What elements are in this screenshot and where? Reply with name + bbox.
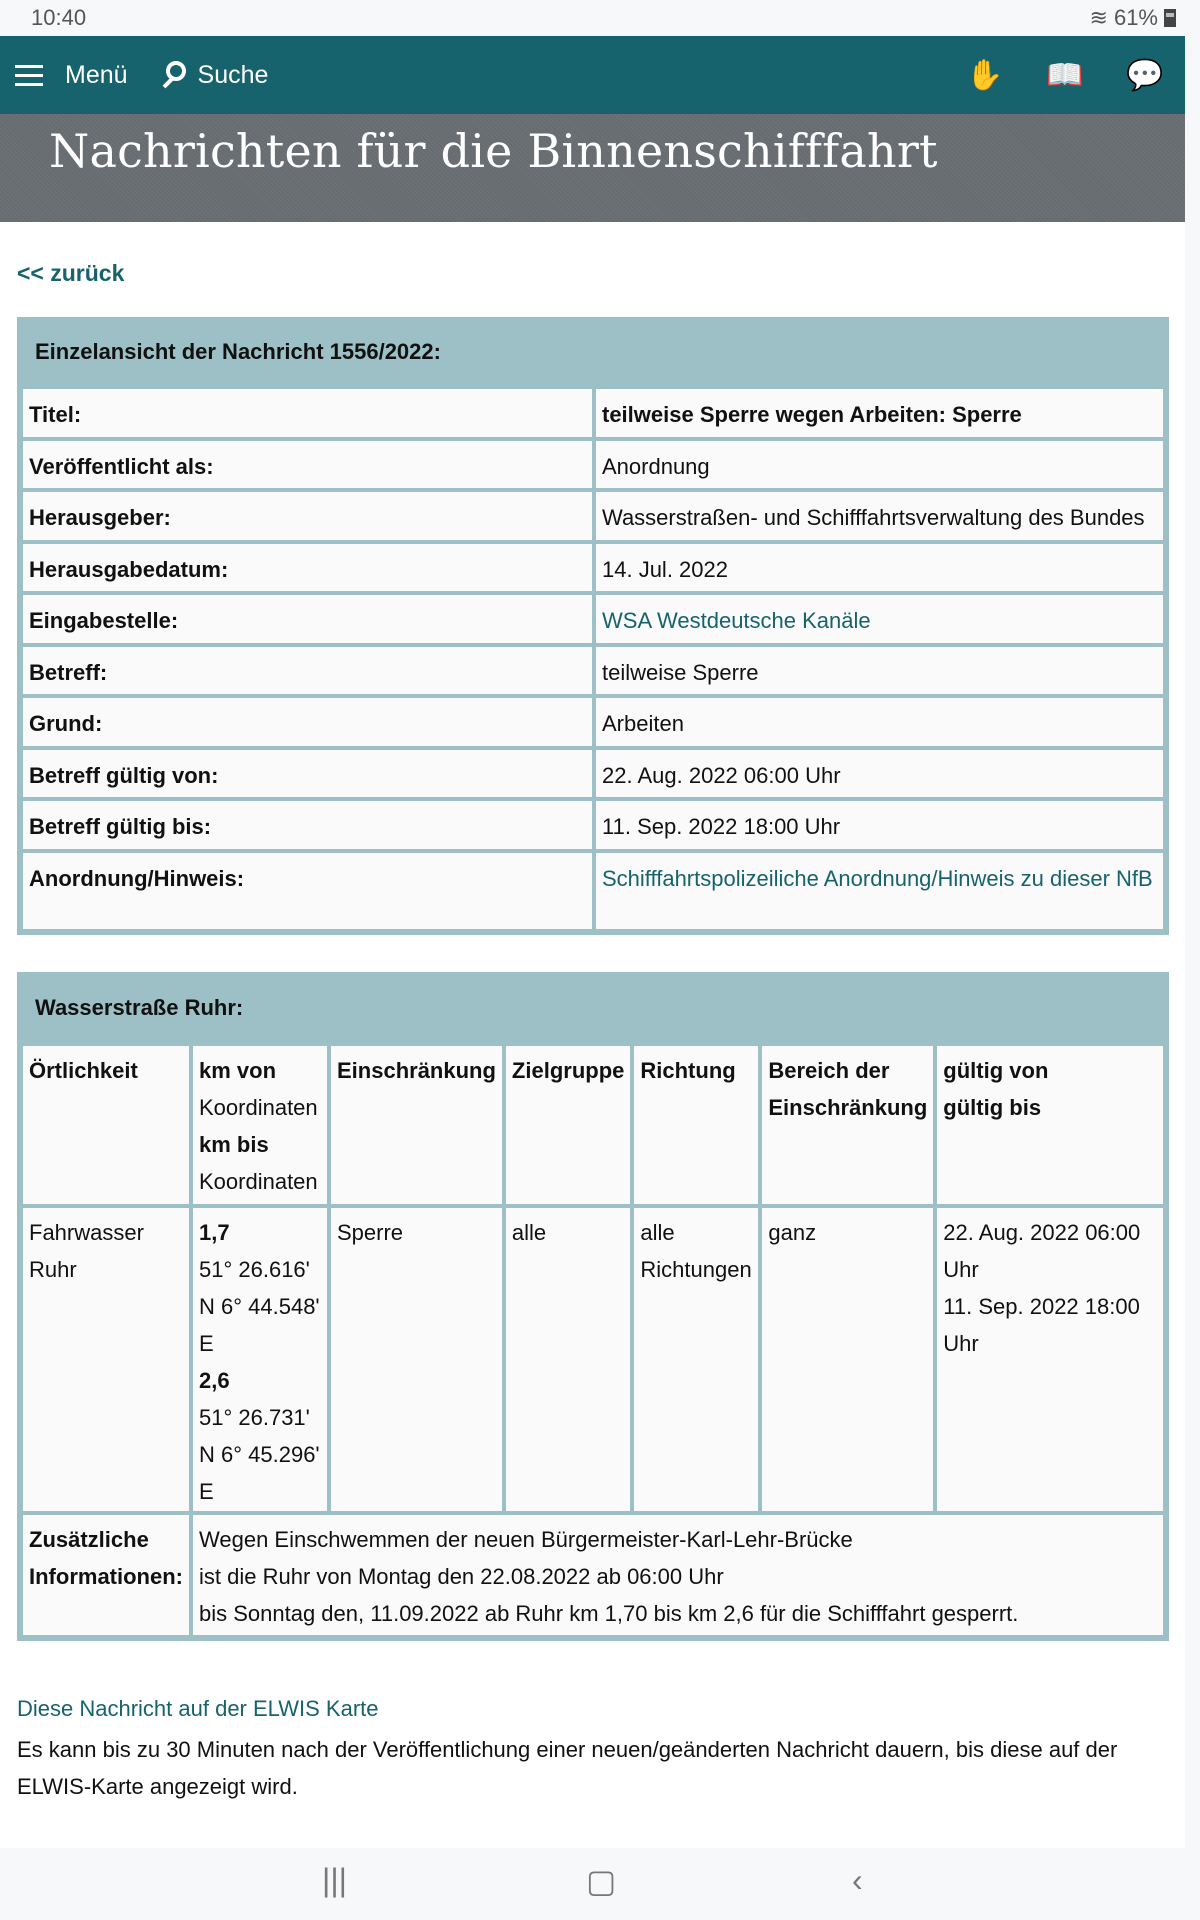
table-row [21,542,1165,594]
row-value: Arbeiten [594,696,1165,748]
row-value: teilweise Sperre wegen Arbeiten: Sperre [594,387,1165,439]
back-icon[interactable]: ‹ [852,1862,863,1898]
elwis-note: Es kann bis zu 30 Minuten nach der Veröffentlichung einer neuen/geänderten Nachricht dauern, bis diese auf der ELWIS-Karte angezeigt wird. [17,1737,1118,1799]
table-row [21,439,1165,491]
table-row [21,490,1165,542]
col-km: km von Koordinaten km bis Koordinaten [191,1044,329,1206]
clock: 10:40 [31,5,87,30]
cell-restriction: Sperre [329,1206,504,1513]
home-icon[interactable]: ▢ [586,1863,617,1899]
notice-details-table [21,387,1165,931]
table-row [21,1206,1165,1513]
row-value: Wasserstraßen- und Schifffahrtsverwaltung des Bundes [594,490,1165,542]
waterway-table [21,1044,1165,1637]
search-label: Suche [197,60,269,89]
notice-details-box [17,317,1169,935]
row-label: Herausgeber: [21,490,594,542]
table-row [21,748,1165,800]
cell-validity: 22. Aug. 2022 06:00 Uhr 11. Sep. 2022 18:00 Uhr [935,1206,1165,1513]
waterway-box [17,972,1169,1641]
system-navigation-bar [0,1848,1200,1920]
row-value: 14. Jul. 2022 [594,542,1165,594]
row-value: 11. Sep. 2022 18:00 Uhr [594,799,1165,851]
row-label: Veröffentlicht als: [21,439,594,491]
table-row [21,387,1165,439]
row-label: Eingabestelle: [21,593,594,645]
sign-language-icon[interactable]: ✋ [966,58,1004,92]
row-value[interactable]: Schifffahrtspolizeiliche Anordnung/Hinweis zu dieser NfB [594,851,1165,931]
status-bar [0,0,1200,36]
col-direction: Richtung [632,1044,760,1206]
table-row [21,645,1165,697]
row-value: teilweise Sperre [594,645,1165,697]
elwis-map-link[interactable]: Diese Nachricht auf der ELWIS Karte [17,1696,379,1721]
row-label: Titel: [21,387,594,439]
page-banner [0,114,1185,222]
additional-info-text: Wegen Einschwemmen der neuen Bürgermeister-Karl-Lehr-Brücke ist die Ruhr von Montag den 22.08.2022 ab 06:00 Uhr bis Sonntag den, 11.09.2022 ab Ruhr km 1,70 bis km 2,6 für die Schifffahrt gesperrt. [191,1513,1165,1637]
battery-icon [1164,9,1176,27]
col-location: Örtlichkeit [21,1044,191,1206]
cell-target: alle [504,1206,632,1513]
row-label: Betreff gültig von: [21,748,594,800]
row-value[interactable]: WSA Westdeutsche Kanäle [594,593,1165,645]
wifi-icon: ≋ [1089,5,1108,30]
menu-button[interactable] [0,61,128,90]
row-label: Grund: [21,696,594,748]
cell-location: Fahrwasser Ruhr [21,1206,191,1513]
hamburger-icon [15,65,43,86]
cell-direction: alle Richtungen [632,1206,760,1513]
table-row [21,696,1165,748]
search-icon [160,61,186,89]
row-label: Anordnung/Hinweis: [21,851,594,931]
web-page [0,36,1185,1848]
notice-heading: Einzelansicht der Nachricht 1556/2022: [35,339,441,364]
col-restriction: Einschränkung [329,1044,504,1206]
additional-info-row [21,1513,1165,1637]
row-label: Herausgabedatum: [21,542,594,594]
table-row [21,799,1165,851]
recent-apps-icon[interactable]: ||| [322,1862,347,1898]
top-navbar [0,36,1185,114]
page-title: Nachrichten für die Binnenschifffahrt [49,124,938,178]
back-link[interactable]: << zurück [17,260,125,286]
table-row [21,593,1165,645]
additional-info-label: Zusätzliche Informationen: [21,1513,191,1637]
row-value: 22. Aug. 2022 06:00 Uhr [594,748,1165,800]
cell-km: 1,7 51° 26.616' N 6° 44.548' E 2,6 51° 26.731' N 6° 45.296' E [191,1206,329,1513]
search-button[interactable] [128,61,269,90]
battery-level: 61% [1113,5,1158,30]
table-row [21,851,1165,931]
col-area: Bereich der Einschränkung [760,1044,935,1206]
col-target: Zielgruppe [504,1044,632,1206]
easy-language-icon[interactable]: 📖 [1046,58,1084,92]
row-value: Anordnung [594,439,1165,491]
cell-area: ganz [760,1206,935,1513]
row-label: Betreff gültig bis: [21,799,594,851]
waterway-heading: Wasserstraße Ruhr: [35,995,244,1020]
menu-label: Menü [65,60,128,89]
col-validity: gültig von gültig bis [935,1044,1165,1206]
feedback-icon[interactable]: 💬 [1126,58,1164,92]
table-header-row [21,1044,1165,1206]
row-label: Betreff: [21,645,594,697]
